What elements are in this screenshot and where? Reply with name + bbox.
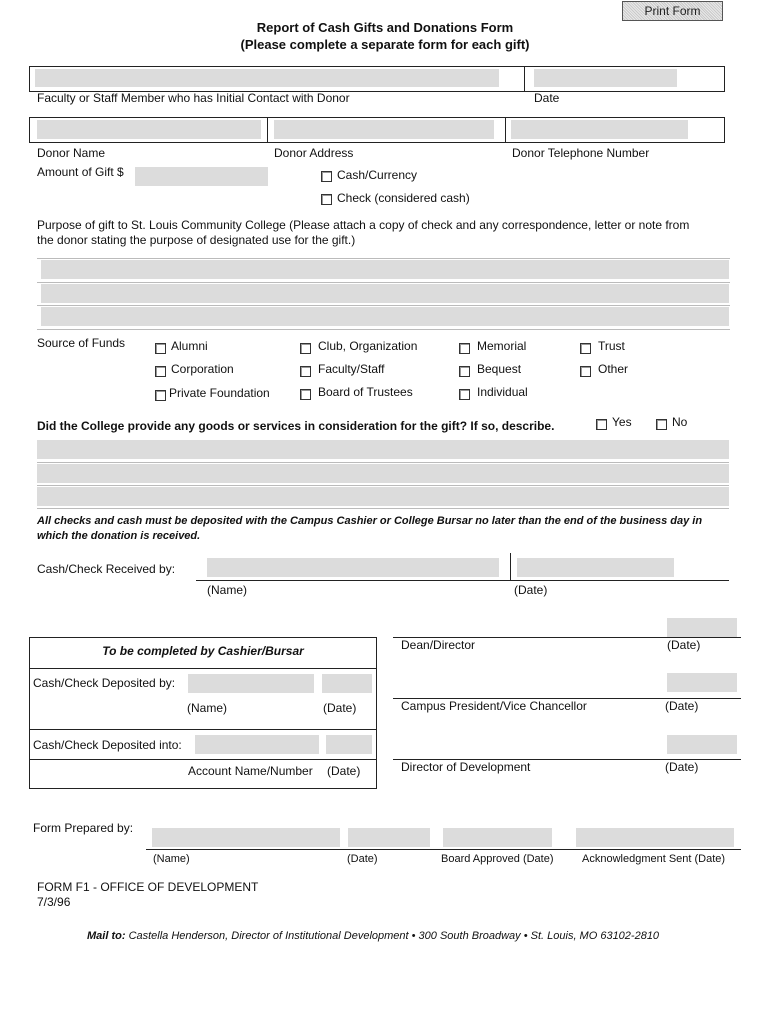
faculty-contact-label: Faculty or Staff Member who has Initial Contact with Donor bbox=[37, 91, 350, 105]
memorial-checkbox[interactable] bbox=[459, 343, 470, 354]
donor-address-label: Donor Address bbox=[274, 146, 354, 160]
received-by-label: Cash/Check Received by: bbox=[37, 562, 176, 576]
deposited-into-date-field[interactable] bbox=[326, 735, 372, 754]
contact-date-field[interactable] bbox=[534, 69, 677, 87]
amount-field[interactable] bbox=[135, 167, 268, 186]
received-by-name-field[interactable] bbox=[207, 558, 499, 577]
other-checkbox[interactable] bbox=[580, 366, 591, 377]
campus-president-label: Campus President/Vice Chancellor bbox=[401, 699, 587, 713]
divider bbox=[37, 508, 729, 509]
dean-date-caption: (Date) bbox=[667, 638, 701, 652]
check-checkbox[interactable] bbox=[321, 194, 332, 205]
divider bbox=[510, 553, 511, 581]
goods-description-line-3-field[interactable] bbox=[37, 487, 729, 506]
amount-label: Amount of Gift $ bbox=[37, 165, 124, 179]
private-foundation-label: Private Foundation bbox=[169, 386, 270, 400]
yes-checkbox[interactable] bbox=[596, 419, 607, 430]
deposit-note-line2: which the donation is received. bbox=[37, 530, 201, 542]
goods-description-line-2-field[interactable] bbox=[37, 464, 729, 483]
memorial-label: Memorial bbox=[477, 339, 527, 353]
prepared-by-name-field[interactable] bbox=[152, 828, 340, 847]
yes-label: Yes bbox=[612, 415, 632, 429]
deposit-note-line1: All checks and cash must be deposited with the Campus Cashier or College Bursar no later than the end of the business day in bbox=[37, 515, 703, 527]
donor-name-label: Donor Name bbox=[37, 146, 106, 160]
mail-to-label: Mail to: bbox=[87, 930, 126, 942]
bequest-checkbox[interactable] bbox=[459, 366, 470, 377]
other-label: Other bbox=[598, 362, 629, 376]
president-date-caption: (Date) bbox=[665, 699, 699, 713]
faculty-contact-field[interactable] bbox=[35, 69, 499, 87]
divider bbox=[196, 580, 729, 581]
board-of-trustees-label: Board of Trustees bbox=[318, 385, 413, 399]
donor-name-field[interactable] bbox=[37, 120, 261, 139]
deposited-by-label: Cash/Check Deposited by: bbox=[33, 676, 176, 690]
date-label: Date bbox=[534, 91, 560, 105]
divider bbox=[524, 66, 525, 92]
dean-director-label: Dean/Director bbox=[401, 638, 476, 652]
form-date: 7/3/96 bbox=[37, 895, 71, 909]
board-of-trustees-checkbox[interactable] bbox=[300, 389, 311, 400]
board-approved-date-field[interactable] bbox=[443, 828, 552, 847]
divider bbox=[37, 282, 730, 283]
ack-sent-caption: Acknowledgment Sent (Date) bbox=[582, 853, 726, 865]
deposited-by-name-field[interactable] bbox=[188, 674, 314, 693]
divider bbox=[505, 117, 506, 143]
dean-director-date-field[interactable] bbox=[667, 618, 737, 637]
corporation-checkbox[interactable] bbox=[155, 366, 166, 377]
deposited-by-date-field[interactable] bbox=[322, 674, 372, 693]
donor-phone-label: Donor Telephone Number bbox=[512, 146, 650, 160]
alumni-checkbox[interactable] bbox=[155, 343, 166, 354]
goods-description-line-1-field[interactable] bbox=[37, 440, 729, 459]
divider bbox=[29, 729, 377, 730]
divider bbox=[37, 258, 730, 259]
received-name-caption: (Name) bbox=[207, 583, 248, 597]
campus-president-date-field[interactable] bbox=[667, 673, 737, 692]
director-development-date-field[interactable] bbox=[667, 735, 737, 754]
prepared-name-caption: (Name) bbox=[153, 853, 190, 865]
divider bbox=[37, 462, 729, 463]
individual-label: Individual bbox=[477, 385, 528, 399]
divider bbox=[267, 117, 268, 143]
director-date-caption: (Date) bbox=[665, 760, 699, 774]
form-title: Report of Cash Gifts and Donations Form bbox=[256, 20, 514, 35]
bequest-label: Bequest bbox=[477, 362, 522, 376]
private-foundation-checkbox[interactable] bbox=[155, 390, 166, 401]
faculty-staff-checkbox[interactable] bbox=[300, 366, 311, 377]
mail-to bbox=[87, 930, 659, 942]
donor-phone-field[interactable] bbox=[511, 120, 688, 139]
deposited-into-account-field[interactable] bbox=[195, 735, 319, 754]
mail-to-address: Castella Henderson, Director of Institutional Development • 300 South Broadway • St. Louis, MO 63102-2810 bbox=[128, 930, 660, 942]
source-of-funds-label: Source of Funds bbox=[37, 336, 126, 350]
director-development-label: Director of Development bbox=[401, 760, 531, 774]
divider bbox=[37, 305, 730, 306]
account-name-caption: Account Name/Number bbox=[188, 764, 313, 778]
divider bbox=[29, 759, 377, 760]
purpose-line-1-field[interactable] bbox=[41, 260, 729, 279]
print-form-button[interactable]: Print Form bbox=[622, 1, 723, 21]
no-checkbox[interactable] bbox=[656, 419, 667, 430]
divider bbox=[146, 849, 741, 850]
form-id: FORM F1 - OFFICE OF DEVELOPMENT bbox=[37, 880, 259, 894]
acknowledgment-sent-date-field[interactable] bbox=[576, 828, 734, 847]
form-prepared-by-label: Form Prepared by: bbox=[33, 821, 134, 835]
received-by-date-field[interactable] bbox=[517, 558, 674, 577]
board-approved-caption: Board Approved (Date) bbox=[441, 853, 554, 865]
purpose-label-line1: Purpose of gift to St. Louis Community College (Please attach a copy of check and any correspondence, letter or note from bbox=[37, 218, 690, 232]
goods-question-label: Did the College provide any goods or services in consideration for the gift? If so, describe. bbox=[37, 419, 555, 433]
cashier-header: To be completed by Cashier/Bursar bbox=[102, 644, 304, 658]
deposited-by-date-caption: (Date) bbox=[323, 701, 357, 715]
form-subtitle: (Please complete a separate form for each gift) bbox=[240, 37, 530, 52]
no-label: No bbox=[672, 415, 688, 429]
trust-checkbox[interactable] bbox=[580, 343, 591, 354]
divider bbox=[37, 485, 729, 486]
faculty-staff-label: Faculty/Staff bbox=[318, 362, 385, 376]
divider bbox=[29, 668, 377, 669]
donor-address-field[interactable] bbox=[274, 120, 494, 139]
divider bbox=[37, 329, 730, 330]
cash-currency-label: Cash/Currency bbox=[337, 168, 418, 182]
purpose-line-2-field[interactable] bbox=[41, 284, 729, 303]
purpose-line-3-field[interactable] bbox=[41, 307, 729, 326]
purpose-label-line2: the donor stating the purpose of designated use for the gift.) bbox=[37, 233, 356, 247]
prepared-by-date-field[interactable] bbox=[348, 828, 430, 847]
alumni-label: Alumni bbox=[171, 339, 208, 353]
trust-label: Trust bbox=[598, 339, 625, 353]
deposited-into-label: Cash/Check Deposited into: bbox=[33, 738, 182, 752]
corporation-label: Corporation bbox=[171, 362, 234, 376]
club-organization-checkbox[interactable] bbox=[300, 343, 311, 354]
deposited-into-date-caption: (Date) bbox=[327, 764, 361, 778]
prepared-date-caption: (Date) bbox=[347, 853, 378, 865]
cash-currency-checkbox[interactable] bbox=[321, 171, 332, 182]
deposited-by-name-caption: (Name) bbox=[187, 701, 228, 715]
received-date-caption: (Date) bbox=[514, 583, 548, 597]
club-organization-label: Club, Organization bbox=[318, 339, 418, 353]
individual-checkbox[interactable] bbox=[459, 389, 470, 400]
check-label: Check (considered cash) bbox=[337, 191, 470, 205]
